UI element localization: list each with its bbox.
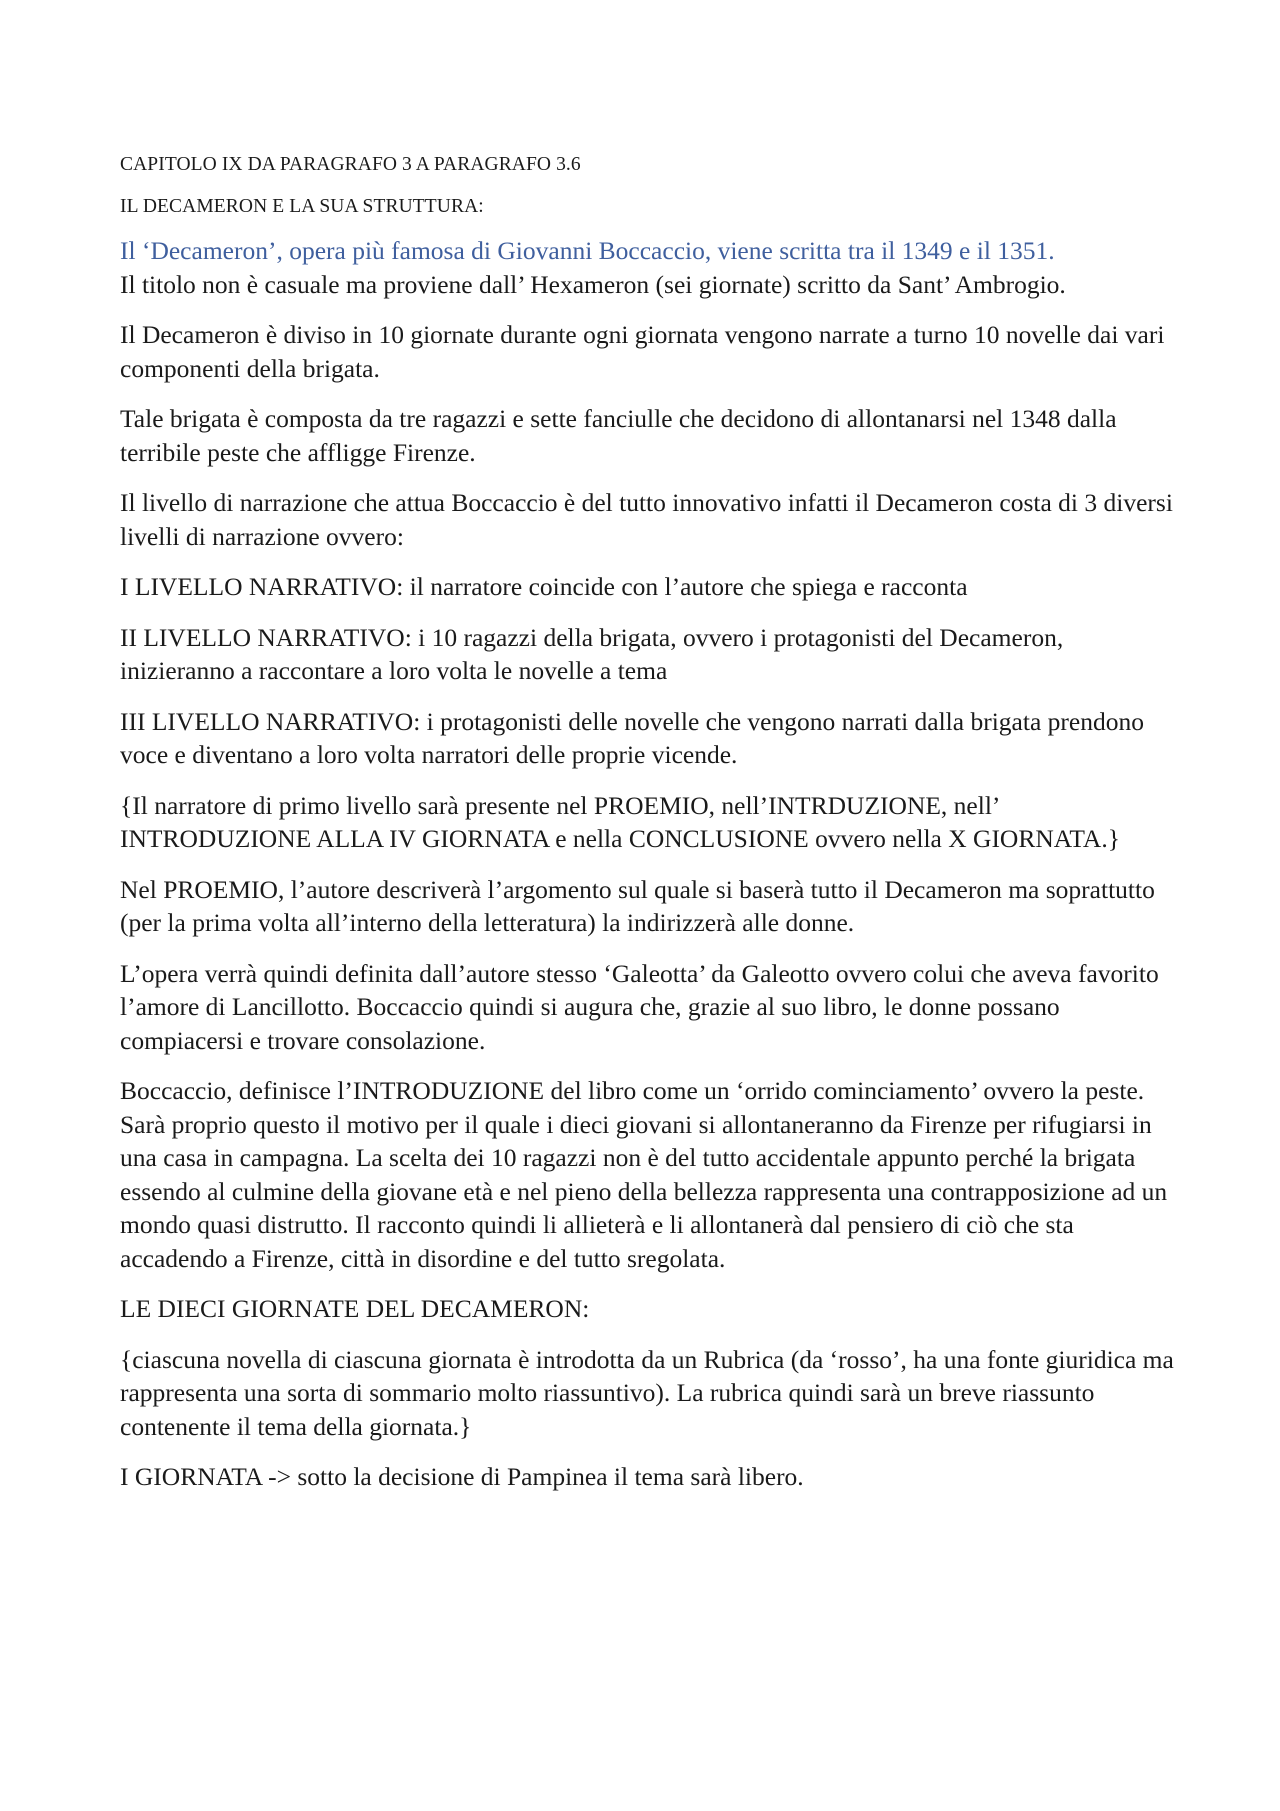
intro-paragraph: [120, 234, 1180, 301]
paragraph-livello-2: II LIVELLO NARRATIVO: i 10 ragazzi della brigata, ovvero i protagonisti del Decameron, inizieranno a raccontare a loro volta le novelle a tema: [120, 622, 1064, 685]
paragraph-livelli: Il livello di narrazione che attua Boccaccio è del tutto innovativo infatti il Decameron costa di 3 diversi livelli di narrazione ovvero:: [120, 488, 1173, 551]
paragraph-proemio: Nel PROEMIO, l’autore descriverà l’argomento sul quale si baserà tutto il Decameron ma soprattutto (per la prima volta all’interno della letteratura) la indirizzerà alle donne.: [120, 874, 1155, 937]
document-body: [120, 152, 1180, 1511]
paragraph-introduzione: Boccaccio, definisce l’INTRODUZIONE del libro come un ‘orrido cominciamento’ ovvero la peste. Sarà proprio questo il motivo per il quale i dieci giovani si allontaneranno da Firenze per rifugiarsi in una casa in campagna. La scelta dei 10 ragazzi non è del tutto accidentale appunto perché la brigata essendo al culmine della giovane età e nel pieno della bellezza rappresenta una contrapposizione ad un mondo quasi distrutto. Il racconto quindi li allieterà e li allontanerà dal pensiero di ciò che sta accadendo a Firenze, città in disordine e del tutto sregolata.: [120, 1076, 1168, 1273]
paragraph-giornate: Il Decameron è diviso in 10 giornate durante ogni giornata vengono narrate a turno 10 novelle dai vari componenti della brigata.: [120, 320, 1165, 383]
paragraph-livello-3: III LIVELLO NARRATIVO: i protagonisti delle novelle che vengono narrati dalla brigata prendono voce e diventano a loro volta narratori delle proprie vicende.: [120, 706, 1144, 769]
paragraph-rubrica-note: {ciascuna novella di ciascuna giornata è introdotta da un Rubrica (da ‘rosso’, ha una fonte giuridica ma rappresenta una sorta di sommario molto riassuntivo). La rubrica quindi sarà un breve riassunto contenente il tema della giornata.}: [120, 1344, 1174, 1441]
paragraph-prima-giornata: I GIORNATA -> sotto la decisione di Pampinea il tema sarà libero.: [120, 1462, 804, 1491]
section-heading: IL DECAMERON E LA SUA STRUTTURA:: [120, 196, 484, 217]
paragraph-brigata: Tale brigata è composta da tre ragazzi e sette fanciulle che decidono di allontanarsi nel 1348 dalla terribile peste che affligge Firenze.: [120, 404, 1117, 467]
chapter-heading: CAPITOLO IX DA PARAGRAFO 3 A PARAGRAFO 3.6: [120, 154, 581, 175]
paragraph-livello-1: I LIVELLO NARRATIVO: il narratore coincide con l’autore che spiega e racconta: [120, 572, 968, 601]
paragraph-galeotta: L’opera verrà quindi definita dall’autore stesso ‘Galeotta’ da Galeotto ovvero colui che aveva favorito l’amore di Lancillotto. Boccaccio quindi si augura che, grazie al suo libro, le donne possano compiacersi e trovare consolazione.: [120, 958, 1159, 1055]
paragraph-dieci-giornate-heading: LE DIECI GIORNATE DEL DECAMERON:: [120, 1294, 590, 1323]
intro-highlight-line: Il ‘Decameron’, opera più famosa di Giovanni Boccaccio, viene scritta tra il 1349 e il 1351.: [120, 236, 1055, 265]
intro-rest-line: Il titolo non è casuale ma proviene dall’ Hexameron (sei giornate) scritto da Sant’ Ambrogio.: [120, 269, 1066, 299]
paragraph-narratore-note: {Il narratore di primo livello sarà presente nel PROEMIO, nell’INTRDUZIONE, nell’ INTRODUZIONE ALLA IV GIORNATA e nella CONCLUSIONE ovvero nella X GIORNATA.}: [120, 790, 1120, 853]
